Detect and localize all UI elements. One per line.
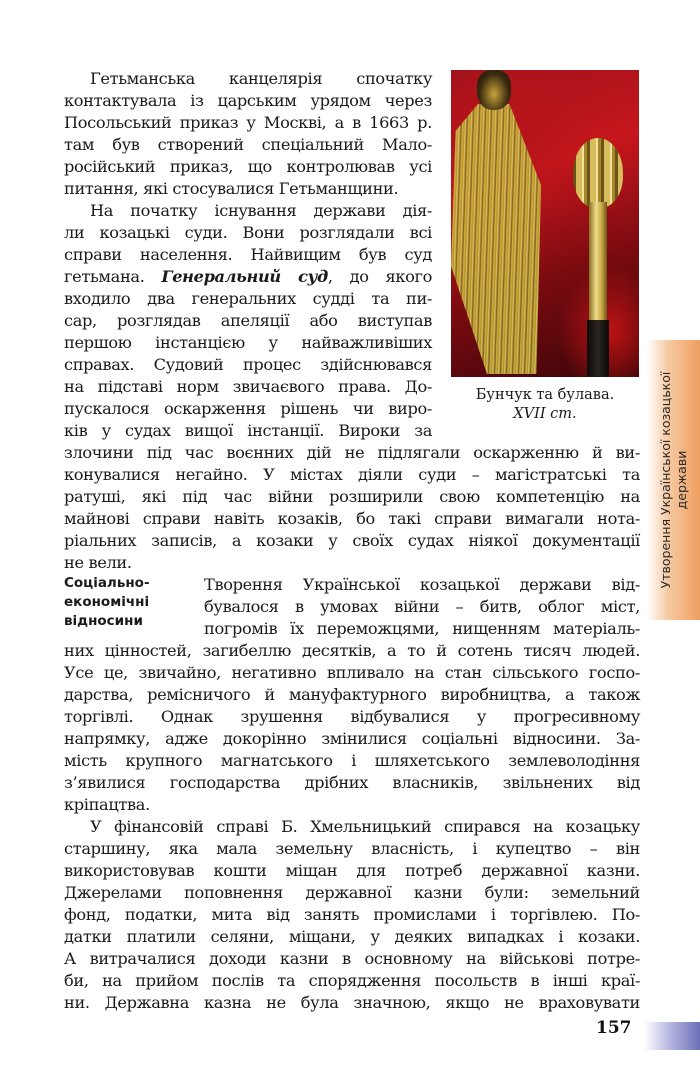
margin-heading-line: Соціально- <box>64 575 150 591</box>
text-line: майнові справи навіть козаків, бо такі справи вимагали нота- <box>64 509 640 528</box>
text-line: Джерелами поповнення державної казни були: земельний <box>64 883 640 902</box>
text-line: напрямку, адже докорінно змінилися соціальні відносини. За- <box>64 729 640 748</box>
text-line: ків у судах вищої інстанції. Вироки за <box>64 421 432 440</box>
text-line: кріпацтва. <box>64 795 150 814</box>
figure-caption: Бунчук та булава. <box>475 387 615 403</box>
text-line: злочини під час воєнних дій не підлягали оскарженню й ви- <box>64 443 640 462</box>
text-fragment: гетьмана. <box>64 267 162 286</box>
text-fragment: , до якого <box>327 267 433 286</box>
text-line: контактувала із царським урядом через <box>64 91 432 110</box>
text-line: ріальних записів, а козаки у своїх судах ніякої документації <box>64 531 640 550</box>
page-number: 157 <box>596 1018 632 1038</box>
text-line: мість крупного магнатського і шляхетського землеволодіння <box>64 751 640 770</box>
text-line: датки платили селяни, міщани, у деяких випадках і козаки. <box>64 927 640 946</box>
text-line: них цінностей, загибеллю десятків, а то й сотень тисяч людей. <box>64 641 640 660</box>
chapter-title-line: держави <box>673 450 689 510</box>
figure-caption-date: XVII ст. <box>513 406 577 422</box>
bulava-head-shape <box>573 138 623 208</box>
chapter-title <box>647 340 700 620</box>
text-line: входило два генеральних судді та пи- <box>64 289 432 308</box>
text-line: бувалося в умовах війни – битв, облог міст, <box>204 597 640 616</box>
bulava-shaft-shape <box>589 202 607 322</box>
text-line: ратуші, які під час війни розширили свою компетенцію на <box>64 487 640 506</box>
text-line: пускалося оскарження рішень чи виро- <box>64 399 432 418</box>
text-line: першою інстанцією у найважливіших <box>64 333 432 352</box>
text-line: використовував кошти міщан для потреб державної казни. <box>64 861 640 880</box>
text-line: російський приказ, що контролював усі <box>64 157 432 176</box>
text-line: там був створений спеціальний Мало- <box>64 135 432 154</box>
margin-heading-socioeconomic <box>64 574 194 631</box>
text-line: конувалися негайно. У містах діяли суди – магістратські та <box>64 465 640 484</box>
bunchuk-bulava-photo <box>451 70 639 377</box>
chapter-title-line: Утворення Української козацької <box>657 371 673 589</box>
margin-heading-line: економічні <box>64 594 150 610</box>
text-line: ни. Державна казна не була значною, якщо не враховувати <box>64 993 640 1012</box>
text-line: торгівлі. Однак зрушення відбувалися у прогресивному <box>64 707 640 726</box>
text-line: питання, які стосувалися Гетьманщини. <box>64 179 399 198</box>
text-line: У фінансовій справі Б. Хмельницький спирався на козацьку <box>90 817 640 836</box>
text-line: Творення Української козацької держави від- <box>204 575 640 594</box>
text-line: Усе це, звичайно, негативно впливало на стан сільського госпо- <box>64 663 640 682</box>
text-line: справах. Судовий процес здійснювався <box>64 355 432 374</box>
chapter-side-tab <box>647 340 700 620</box>
key-term-general-court: Генеральний суд <box>161 267 328 286</box>
text-line: з’явилися господарства дрібних власників, звільнених від <box>64 773 640 792</box>
bulava-grip-shape <box>587 320 609 377</box>
text-line: би, на прийом послів та спорядження посольств в інші краї- <box>64 971 640 990</box>
text-line: Посольський приказ у Москві, а в 1663 р. <box>64 113 432 132</box>
text-line <box>64 266 432 288</box>
bunchuk-knob-shape <box>477 70 511 110</box>
text-line: на підставі норм звичаєвого права. До- <box>64 377 432 396</box>
text-line: старшину, яка мала земельну власність, і купецтво – він <box>64 839 640 858</box>
text-line: На початку існування держави дія- <box>90 201 432 220</box>
text-line: фонд, податки, мита від занять промислами і торгівлею. По- <box>64 905 640 924</box>
text-line: сар, розглядав апеляції або виступав <box>64 311 432 330</box>
text-line: не вели. <box>64 553 132 572</box>
text-line: ли козацькі суди. Вони розглядали всі <box>64 223 432 242</box>
bunchuk-tassel-shape <box>451 104 541 374</box>
text-line: дарства, ремісничого й мануфактурного виробництва, а також <box>64 685 640 704</box>
margin-heading-line: відносини <box>64 613 143 629</box>
text-line: погромів їх переможцями, нищенням матеріаль- <box>204 619 640 638</box>
text-line: справи населення. Найвищим був суд <box>64 245 432 264</box>
text-line: Гетьманська канцелярія спочатку <box>90 69 432 88</box>
page-number-bar <box>644 1022 700 1050</box>
text-line: А витрачалися доходи казни в основному на військові потре- <box>64 949 640 968</box>
